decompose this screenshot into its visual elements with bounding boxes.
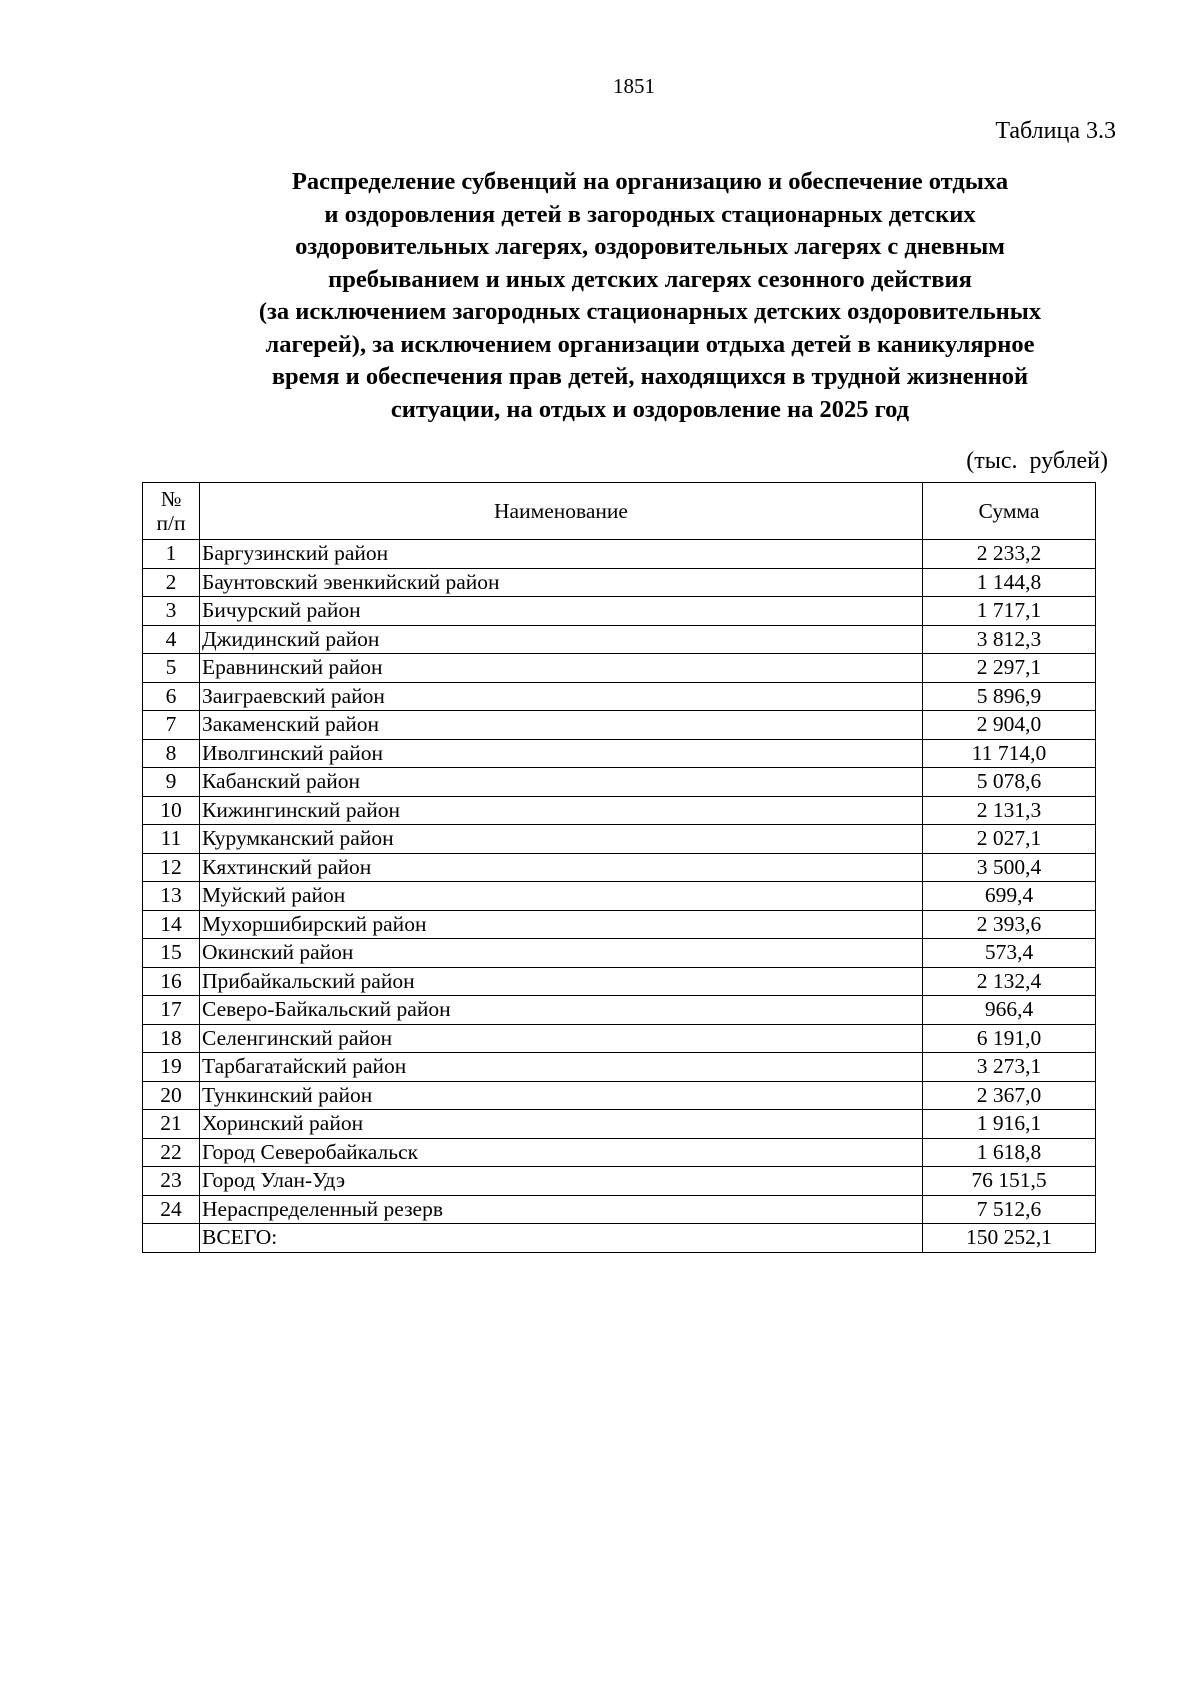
table-row <box>143 625 1096 654</box>
row-number: 21 <box>143 1110 200 1139</box>
table-row <box>143 1081 1096 1110</box>
table-row <box>143 1138 1096 1167</box>
row-name: Нераспределенный резерв <box>200 1195 923 1224</box>
row-number: 22 <box>143 1138 200 1167</box>
row-number: 19 <box>143 1053 200 1082</box>
title-line: и оздоровления детей в загородных стационарных детских <box>324 200 976 228</box>
row-sum: 2 904,0 <box>923 711 1096 740</box>
row-name: ВСЕГО: <box>200 1224 923 1253</box>
row-number: 10 <box>143 796 200 825</box>
table-row <box>143 796 1096 825</box>
row-name: Курумканский район <box>200 825 923 854</box>
row-number: 16 <box>143 967 200 996</box>
row-sum: 1 144,8 <box>923 568 1096 597</box>
row-number <box>143 1224 200 1253</box>
units-label: (тыс. рублей) <box>966 448 1108 474</box>
table-row <box>143 654 1096 683</box>
table-row <box>143 1167 1096 1196</box>
table-row <box>143 1110 1096 1139</box>
row-sum: 3 500,4 <box>923 853 1096 882</box>
row-sum: 3 273,1 <box>923 1053 1096 1082</box>
row-number: 1 <box>143 540 200 569</box>
row-number: 3 <box>143 597 200 626</box>
row-number: 13 <box>143 882 200 911</box>
row-sum: 2 131,3 <box>923 796 1096 825</box>
table-row <box>143 711 1096 740</box>
table-row <box>143 939 1096 968</box>
title-line: (за исключением загородных стационарных детских оздоровительных <box>258 298 1042 325</box>
row-name: Хоринский район <box>200 1110 923 1139</box>
row-name: Кяхтинский район <box>200 853 923 882</box>
row-name: Баргузинский район <box>200 540 923 569</box>
row-sum: 699,4 <box>923 882 1096 911</box>
row-number: 15 <box>143 939 200 968</box>
title-line: пребыванием и иных детских лагерях сезонного действия <box>328 265 972 293</box>
row-name: Город Северобайкальск <box>200 1138 923 1167</box>
row-name: Бичурский район <box>200 597 923 626</box>
row-number: 6 <box>143 682 200 711</box>
row-sum: 2 393,6 <box>923 910 1096 939</box>
row-number: 23 <box>143 1167 200 1196</box>
table-row <box>143 910 1096 939</box>
row-sum: 2 233,2 <box>923 540 1096 569</box>
row-sum: 2 297,1 <box>923 654 1096 683</box>
table-label: Таблица 3.3 <box>995 118 1116 144</box>
row-sum: 573,4 <box>923 939 1096 968</box>
row-sum: 2 132,4 <box>923 967 1096 996</box>
row-number: 7 <box>143 711 200 740</box>
header-number-symbol: № <box>160 487 182 511</box>
table-row <box>143 1024 1096 1053</box>
table-row <box>143 825 1096 854</box>
document-title <box>170 166 1130 426</box>
row-number: 12 <box>143 853 200 882</box>
row-sum: 5 078,6 <box>923 768 1096 797</box>
row-sum: 1 618,8 <box>923 1138 1096 1167</box>
row-sum: 2 027,1 <box>923 825 1096 854</box>
subvention-table <box>142 482 1096 1253</box>
row-number: 2 <box>143 568 200 597</box>
row-name: Закаменский район <box>200 711 923 740</box>
row-name: Иволгинский район <box>200 739 923 768</box>
row-number: 5 <box>143 654 200 683</box>
row-name: Заиграевский район <box>200 682 923 711</box>
table-row <box>143 853 1096 882</box>
row-number: 4 <box>143 625 200 654</box>
header-sum: Сумма <box>923 483 1096 540</box>
row-name: Окинский район <box>200 939 923 968</box>
row-sum: 7 512,6 <box>923 1195 1096 1224</box>
title-line: Распределение субвенций на организацию и обеспечение отдыха <box>291 168 1009 195</box>
title-line: время и обеспечения прав детей, находящихся в трудной жизненной <box>271 363 1029 390</box>
table-row <box>143 967 1096 996</box>
header-number <box>143 483 200 540</box>
row-name: Баунтовский эвенкийский район <box>200 568 923 597</box>
row-name: Тункинский район <box>200 1081 923 1110</box>
row-name: Северо-Байкальский район <box>200 996 923 1025</box>
row-sum: 2 367,0 <box>923 1081 1096 1110</box>
row-number: 17 <box>143 996 200 1025</box>
table-row <box>143 996 1096 1025</box>
row-number: 8 <box>143 739 200 768</box>
row-number: 14 <box>143 910 200 939</box>
title-line: оздоровительных лагерях, оздоровительных лагерях с дневным <box>295 233 1005 260</box>
title-line: ситуации, на отдых и оздоровление на 2025 год <box>390 395 910 423</box>
row-name: Город Улан-Удэ <box>200 1167 923 1196</box>
row-name: Прибайкальский район <box>200 967 923 996</box>
row-name: Джидинский район <box>200 625 923 654</box>
header-number-abbr: п/п <box>156 511 186 535</box>
row-sum: 3 812,3 <box>923 625 1096 654</box>
row-name: Мухоршибирский район <box>200 910 923 939</box>
row-name: Еравнинский район <box>200 654 923 683</box>
row-name: Кижингинский район <box>200 796 923 825</box>
row-sum: 1 916,1 <box>923 1110 1096 1139</box>
row-name: Кабанский район <box>200 768 923 797</box>
page-number: 1851 <box>613 74 655 98</box>
row-number: 24 <box>143 1195 200 1224</box>
row-number: 11 <box>143 825 200 854</box>
table-row <box>143 682 1096 711</box>
table-row <box>143 568 1096 597</box>
table-row <box>143 1195 1096 1224</box>
table-row <box>143 540 1096 569</box>
table-row <box>143 768 1096 797</box>
row-sum: 5 896,9 <box>923 682 1096 711</box>
row-name: Муйский район <box>200 882 923 911</box>
row-sum: 966,4 <box>923 996 1096 1025</box>
title-line: лагерей), за исключением организации отдыха детей в каникулярное <box>265 330 1035 358</box>
row-name: Селенгинский район <box>200 1024 923 1053</box>
row-sum: 150 252,1 <box>923 1224 1096 1253</box>
row-sum: 1 717,1 <box>923 597 1096 626</box>
row-number: 20 <box>143 1081 200 1110</box>
table-header <box>143 483 1096 540</box>
row-sum: 11 714,0 <box>923 739 1096 768</box>
table-row <box>143 739 1096 768</box>
row-sum: 76 151,5 <box>923 1167 1096 1196</box>
row-sum: 6 191,0 <box>923 1024 1096 1053</box>
table-row <box>143 597 1096 626</box>
header-row <box>143 483 1096 540</box>
row-number: 18 <box>143 1024 200 1053</box>
row-number: 9 <box>143 768 200 797</box>
total-row <box>143 1224 1096 1253</box>
table-row <box>143 1053 1096 1082</box>
table-row <box>143 882 1096 911</box>
table-body <box>143 540 1096 1253</box>
header-name: Наименование <box>200 483 923 540</box>
row-name: Тарбагатайский район <box>200 1053 923 1082</box>
